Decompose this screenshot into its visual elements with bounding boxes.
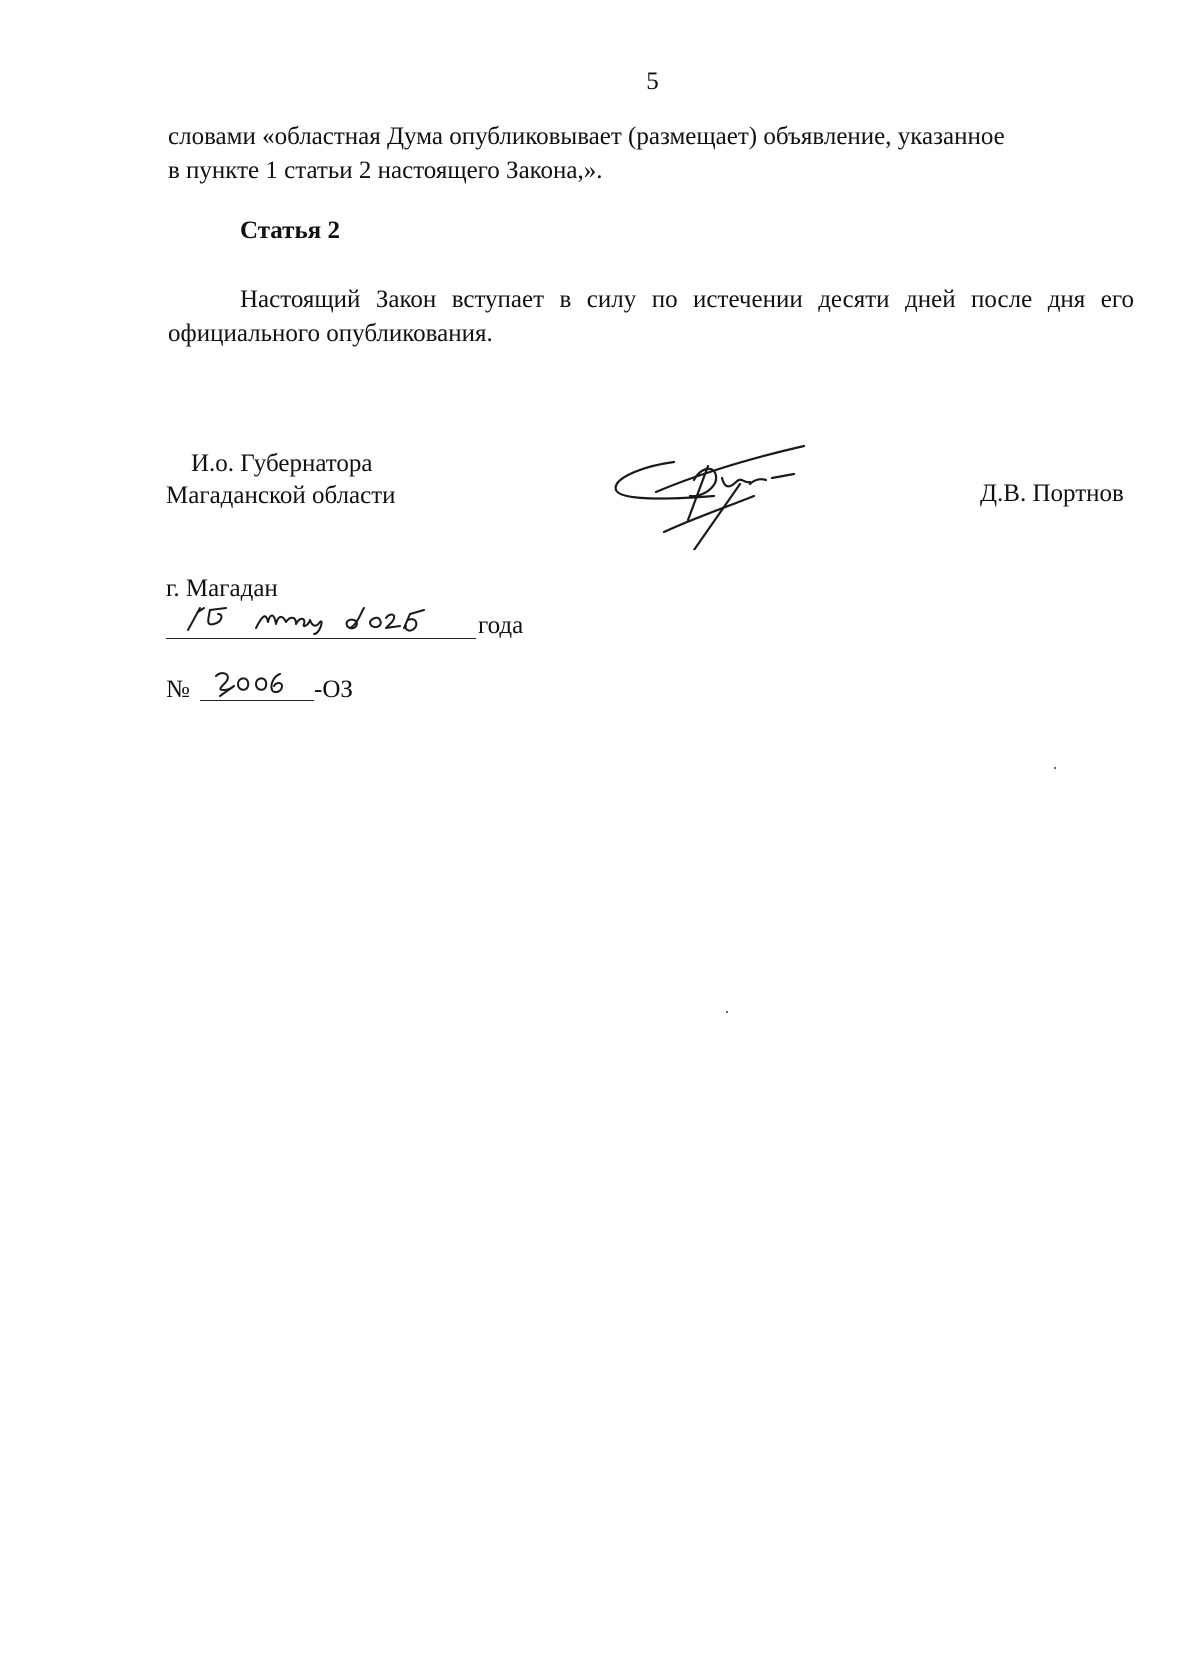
signer-name: Д.В. Портнов [980, 480, 1124, 507]
handwritten-law-number [210, 666, 310, 700]
article-2-text: Настоящий Закон вступает в силу по истечении десяти дней после дня его официального опубликования. [168, 286, 1134, 347]
date-suffix: года [478, 612, 524, 639]
number-sign: № [166, 676, 190, 703]
scan-speck [1054, 767, 1056, 769]
handwritten-date [174, 602, 464, 636]
article-1-line-2: в пункте 1 статьи 2 настоящего Закона,». [168, 157, 603, 184]
article-1-line-1: словами «областная Дума опубликовывает (размещает) объявление, указанное [168, 123, 1005, 150]
law-number-suffix: -ОЗ [314, 676, 353, 703]
signer-title [166, 448, 396, 512]
article-2-heading: Статья 2 [240, 217, 340, 244]
signer-title-line-1: И.о. Губернатора [191, 450, 373, 477]
place-of-signing: г. Магадан [166, 575, 278, 602]
scan-speck [726, 1011, 728, 1013]
article-1-continuation [168, 120, 1134, 188]
page-number: 5 [646, 68, 659, 95]
signer-title-line-2: Магаданской области [166, 482, 396, 509]
handwritten-signature [604, 438, 834, 550]
